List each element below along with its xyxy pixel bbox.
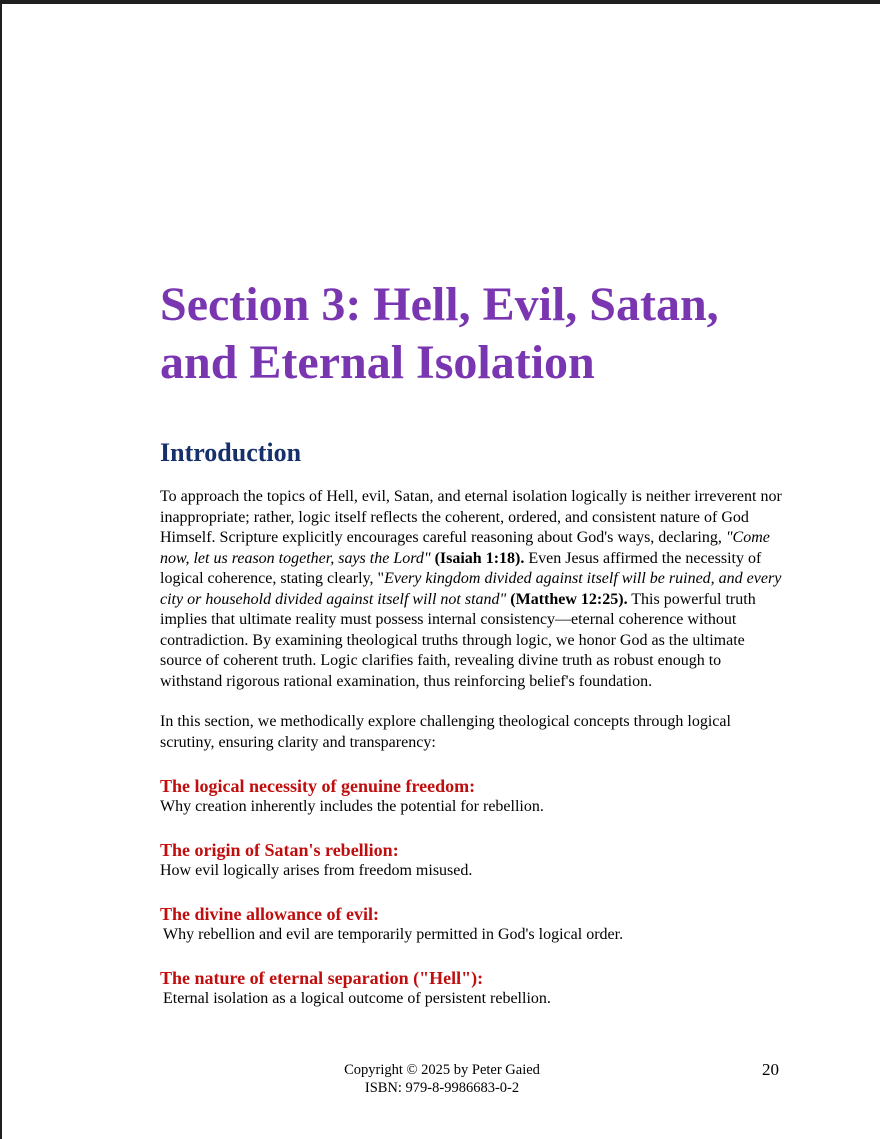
- matthew-reference: (Matthew 12:25).: [506, 590, 628, 608]
- copyright-notice: Copyright © 2025 by Peter Gaied: [344, 1062, 540, 1078]
- topic-item: [160, 775, 782, 817]
- section-title-line-2: and Eternal Isolation: [160, 336, 595, 389]
- topic-description: Eternal isolation as a logical outcome of persistent rebellion.: [163, 990, 551, 1007]
- topic-item: [160, 903, 782, 945]
- topic-heading: The nature of eternal separation ("Hell"):: [160, 968, 484, 988]
- intro-text-2: Even Jesus affirmed the necessity of logical coherence, stating clearly, ": [160, 549, 762, 587]
- topic-heading: The origin of Satan's rebellion:: [160, 840, 399, 860]
- intro-text-1: To approach the topics of Hell, evil, Satan, and eternal isolation logically is neither irreverent nor inappropriate; rather, logic itself reflects the coherent, ordered, and consistent nature of God Himself. Scripture explicitly encourages careful reasoning about God's ways, declaring,: [160, 488, 782, 546]
- page-number: 20: [762, 1060, 779, 1079]
- topic-description: How evil logically arises from freedom misused.: [160, 862, 473, 879]
- topic-description: Why rebellion and evil are temporarily permitted in God's logical order.: [163, 926, 624, 943]
- isaiah-quote: "Come now, let us reason together, says the Lord": [160, 529, 770, 567]
- topic-heading: The logical necessity of genuine freedom:: [160, 776, 476, 796]
- topic-item: [160, 839, 782, 881]
- introduction-heading: Introduction: [160, 438, 302, 467]
- topic-description: Why creation inherently includes the potential for rebellion.: [160, 798, 544, 815]
- introduction-paragraph: [160, 487, 782, 692]
- matthew-quote: Every kingdom divided against itself will be ruined, and every city or household divided against itself will not stand": [160, 570, 782, 608]
- section-title-line-1: Section 3: Hell, Evil, Satan,: [160, 278, 719, 331]
- isbn-line: ISBN: 979-8-9986683-0-2: [364, 1080, 520, 1096]
- topic-item: [160, 967, 782, 1009]
- isaiah-reference: (Isaiah 1:18).: [430, 549, 525, 567]
- topic-heading: The divine allowance of evil:: [160, 904, 379, 924]
- page-content: [160, 276, 782, 1009]
- section-overview-paragraph: In this section, we methodically explore challenging theological concepts through logical scrutiny, ensuring clarity and transparency:: [160, 713, 731, 751]
- page-footer: [2, 1061, 880, 1097]
- intro-text-3: This powerful truth implies that ultimate reality must possess internal consistency—eternal coherence without contradiction. By examining theological truths through logic, we honor God as the ultimate source of coherent truth. Logic clarifies faith, revealing divine truth as robust enough to withstand rigorous rational examination, thus reinforcing belief's foundation.: [160, 590, 756, 690]
- section-title: [160, 276, 782, 392]
